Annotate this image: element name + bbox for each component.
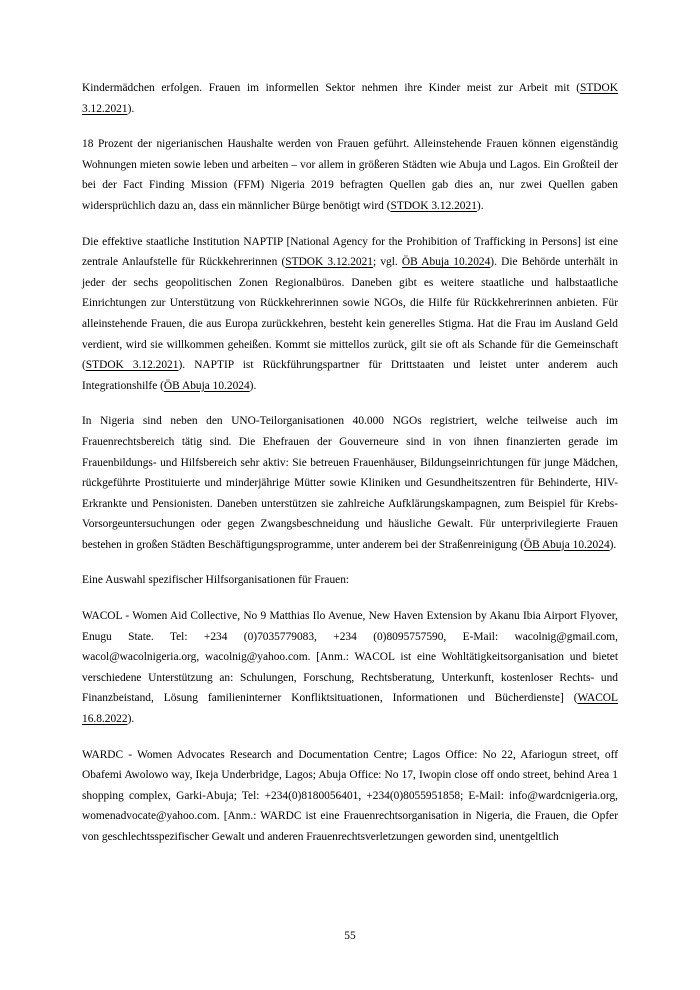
- text-run: WACOL - Women Aid Collective, No 9 Matthias Ilo Avenue, New Haven Extension by Akanu Ibia Airport Flyover, Enugu State. Tel: +234 (0)7035779083, +234 (0)8095757590, E-Mail: wacolnig@gmail.com, wacol@wacolnigeria.org, wacolnig@yahoo.com. [Anm.: WACOL ist eine Wohltätigkeitsorganisation und bietet verschiedene Unterstützung an: Schulungen, Forschung, Rechtsberatung, Unterkunft, kostenloser Rechts- und Finanzbeistand, Lösung familieninterner Konfliktsituationen, Informationen und Bücherdienste] (: [82, 610, 618, 705]
- paragraph: [82, 78, 618, 119]
- source-reference[interactable]: ÖB Abuja 10.2024: [401, 256, 491, 269]
- text-run: ). NAPTIP ist Rückführungspartner für Drittstaaten und leistet unter anderem auch Integrationshilfe (: [82, 359, 618, 392]
- source-reference[interactable]: STDOK 3.12.2021: [390, 199, 477, 212]
- text-run: Kindermädchen erfolgen. Frauen im informellen Sektor nehmen ihre Kinder meist zur Arbeit mit (: [82, 82, 581, 94]
- paragraph: [82, 606, 618, 730]
- paragraph: [82, 411, 618, 555]
- text-run: ).: [127, 713, 135, 726]
- text-run: ).: [249, 379, 257, 392]
- page-number: 55: [344, 930, 356, 942]
- text-run: ).: [476, 199, 484, 212]
- source-reference[interactable]: WACOL 16.8.2022: [82, 692, 618, 726]
- page-body: [82, 78, 618, 848]
- text-run: In Nigeria sind neben den UNO-Teilorganisationen 40.000 NGOs registriert, welche teilweise auch im Frauenrechtsbereich tätig sind. Die Ehefrauen der Gouverneure sind in von ihnen finanzierten gerade im Frauenbildungs- und Hilfsbereich sehr aktiv: Sie betreuen Frauenhäuser, Bildungseinrichtungen für junge Mädchen, rückgeführte Prostituierte und minderjährige Mütter sowie Kliniken und Gesundheitszentren für Behinderte, HIV-Erkrankte und Pensionisten. Daneben unterstützen sie zahlreiche Aufklärungskampagnen, zum Beispiel für Krebs-Vorsorgeuntersuchungen oder gegen Zwangsbeschneidung und häusliche Gewalt. Für unterprivilegierte Frauen bestehen in großen Städten Beschäftigungsprogramme, unter anderem bei der Straßenreinigung (: [82, 415, 618, 551]
- source-reference[interactable]: ÖB Abuja 10.2024: [523, 538, 610, 551]
- text-run: ).: [127, 102, 135, 115]
- text-run: 18 Prozent der nigerianischen Haushalte werden von Frauen geführt. Alleinstehende Frauen können eigenständig Wohnungen mieten sowie leben und arbeiten – vor allem in größeren Städten wie Abuja und Lagos. Ein Großteil der bei der Fact Finding Mission (FFM) Nigeria 2019 befragten Quellen gab dies an, nur zwei Quellen gaben widersprüchlich dazu an, dass ein männlicher Bürge benötigt wird (: [82, 138, 618, 212]
- text-run: WARDC - Women Advocates Research and Documentation Centre; Lagos Office: No 22, Afariogun street, off Obafemi Awolowo way, Ikeja Underbridge, Lagos; Abuja Office: No 17, Iwopin close off ondo street, behind Area 1 shopping complex, Garki-Abuja; Tel: +234(0)8180056401, +234(0)8055951858; E-Mail: info@wardcnigeria.org, womenadvocate@yahoo.com. [Anm.: WARDC ist eine Frauenrechtsorganisation in Nigeria, die Frauen, die Opfer von geschlechtsspezifischer Gewalt und anderen Frauenrechtsverletzungen geworden sind, unentgeltlich: [82, 748, 618, 843]
- source-reference[interactable]: STDOK 3.12.2021: [82, 82, 618, 115]
- text-run: Die effektive staatliche Institution NAPTIP [National Agency for the Prohibition of Trafficking in Persons] ist eine zentrale Anlaufstelle für Rückkehrerinnen (: [82, 235, 618, 269]
- source-reference[interactable]: ÖB Abuja 10.2024: [163, 379, 250, 392]
- text-run: ; vgl.: [372, 256, 402, 269]
- paragraph: [82, 570, 618, 591]
- paragraph: [82, 745, 618, 848]
- source-reference[interactable]: STDOK 3.12.2021: [85, 359, 179, 372]
- paragraph: [82, 134, 618, 216]
- text-run: ). Die Behörde unterhält in jeder der sechs geopolitischen Zonen Regionalbüros. Daneben gibt es weitere staatliche und halbstaatliche Einrichtungen zur Unterstützung von Rückkehrerinnen sowie NGOs, die Hilfe für Rückkehrerinnen anbieten. Für alleinstehende Frauen, die aus Europa zurückkehren, besteht kein generelles Stigma. Hat die Frau im Ausland Geld verdient, wird sie willkommen geheißen. Kommt sie mittellos zurück, gilt sie oft als Schande für die Gemeinschaft (: [82, 256, 618, 372]
- source-reference[interactable]: STDOK 3.12.2021: [285, 256, 373, 269]
- text-run: Eine Auswahl spezifischer Hilfsorganisationen für Frauen:: [82, 574, 350, 587]
- paragraph: [82, 232, 618, 397]
- text-run: ).: [609, 538, 617, 551]
